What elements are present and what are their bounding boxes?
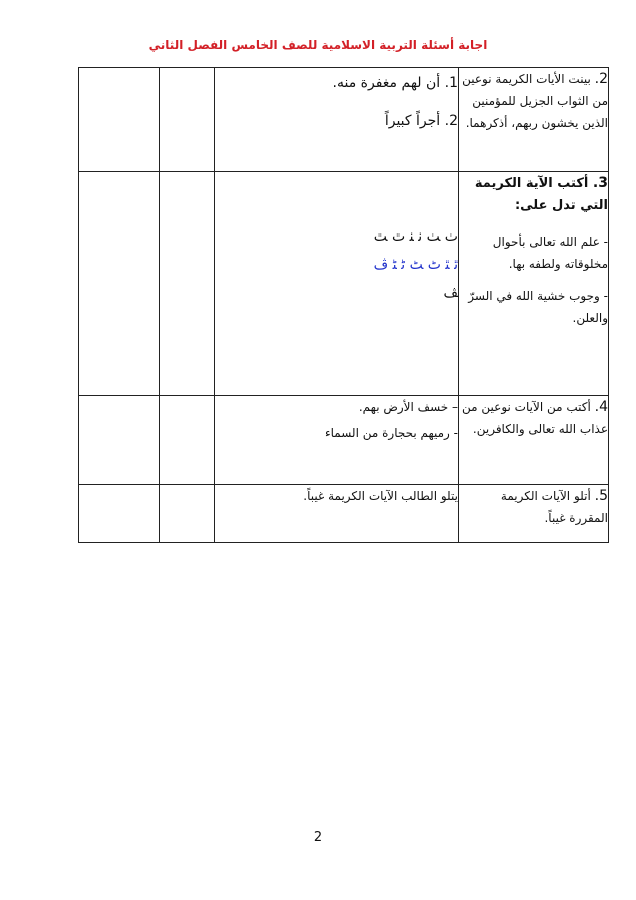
page-title: اجابة أسئلة التربية الاسلامية للصف الخامس الفصل الثاني xyxy=(148,38,488,52)
sub-item: - وجوب خشية الله في السرّ والعلن. xyxy=(468,289,608,325)
question-number: 2. xyxy=(594,71,608,87)
answers-table xyxy=(78,67,609,543)
table-row xyxy=(79,485,609,543)
question-cell xyxy=(459,396,609,485)
blank-cell xyxy=(79,172,160,396)
answer-line: 2. أجراً كبيراً xyxy=(384,113,458,129)
blank-cell xyxy=(79,396,160,485)
question-number: 5. xyxy=(594,488,608,504)
table-row xyxy=(79,68,609,172)
sub-item: - علم الله تعالى بأحوال مخلوقاته ولطفه بها. xyxy=(492,235,608,271)
question-text: بينت الأيات الكريمة نوعين من الثواب الجزيل للمؤمنين الذين يخشون ربهم، أذكرهما. xyxy=(462,72,608,130)
question-cell xyxy=(459,172,609,396)
answer-cell xyxy=(215,172,459,396)
answer-cell xyxy=(215,485,459,543)
blank-cell xyxy=(79,68,160,172)
blank-cell xyxy=(79,485,160,543)
quran-verse-line: ﭞ ﭟ ﭠ ﭡ ﭢ ﭣ xyxy=(373,229,458,245)
question-text: أكتب الآية الكريمة التي تدل على: xyxy=(474,176,608,213)
table-row xyxy=(79,172,609,396)
question-text: أكتب من الآيات نوعين من عذاب الله تعالى والكافرين. xyxy=(462,400,608,436)
table-row xyxy=(79,396,609,485)
answer-cell xyxy=(215,396,459,485)
question-number: 3. xyxy=(592,175,608,191)
quran-verse-line: ﭤ ﭥ ﭦ ﭧ ﭨ ﭩ ﭪ xyxy=(373,257,458,273)
blank-cell xyxy=(160,396,215,485)
question-text: أتلو الآيات الكريمة المقررة غيباً. xyxy=(500,489,608,525)
answer-line: – خسف الأرض بهم. xyxy=(358,400,458,414)
answer-line: 1. أن لهم مغفرة منه. xyxy=(332,75,458,91)
question-cell xyxy=(459,68,609,172)
blank-cell xyxy=(160,68,215,172)
question-cell xyxy=(459,485,609,543)
answer-cell xyxy=(215,68,459,172)
answer-line: - رميهم بحجارة من السماء xyxy=(324,426,458,440)
blank-cell xyxy=(160,172,215,396)
quran-verse-line: ﭫ xyxy=(443,285,458,301)
answer-line: يتلو الطالب الآيات الكريمة غيباً. xyxy=(303,489,458,503)
question-number: 4. xyxy=(594,399,608,415)
page-number: 2 xyxy=(313,830,323,845)
blank-cell xyxy=(160,485,215,543)
